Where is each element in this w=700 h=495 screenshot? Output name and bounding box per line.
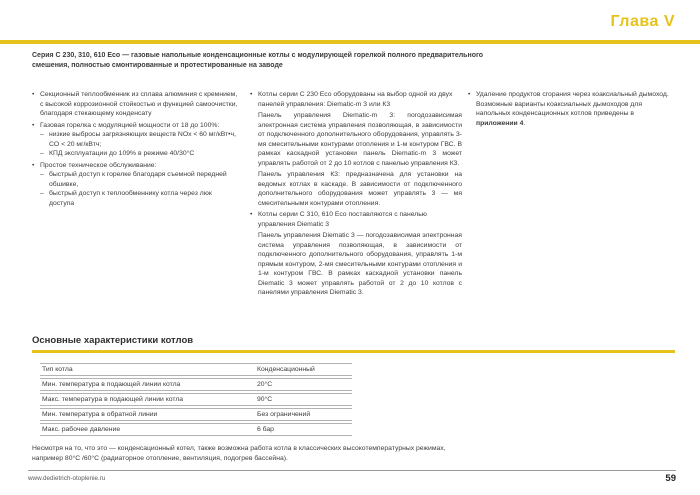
- features-column-2: [250, 90, 462, 298]
- spec-label: Макс. рабочее давление: [42, 426, 121, 433]
- chapter-label: Глава V: [610, 13, 675, 30]
- spec-value: Без ограничений: [257, 411, 311, 418]
- feature-paragraph: Панель управления К3: предназначена для установки на ведомых котлах в каскаде. В зависимости от подключенного дополнительного оборудования может управлять 3 — мя смесительными контурами отопления.: [258, 171, 462, 207]
- website-url: www.dedietrich-otoplenie.ru: [28, 475, 106, 482]
- bottom-note: Несмотря на то, что это — конденсационный котел, также возможна работа котла в классических высокотемпературных режимах, например 80°C /60°C (радиаторное отопление, вентиляция, подогрев бассейна).: [32, 445, 446, 462]
- feature-text: КПД эксплуатации до 109% в режиме 40/30°C: [49, 150, 195, 157]
- feature-item: [468, 90, 674, 128]
- feature-text: Простое техническое обслуживание:: [40, 161, 157, 169]
- feature-item: [250, 210, 462, 229]
- feature-text: Удаление продуктов сгорания через коаксиальный дымоход. Возможные варианты коаксиальных дымоходов для напольных конденсационных котлов приведены в: [476, 91, 669, 117]
- feature-text: Котлы серии C 310, 610 Eco поставляются с панелью управления Diematic 3: [258, 211, 427, 228]
- spec-value: 20°C: [257, 381, 273, 388]
- boiler-specs-table: [40, 363, 352, 438]
- feature-item: [32, 161, 238, 171]
- feature-item: [32, 121, 238, 131]
- table-row: [40, 423, 352, 436]
- features-column-3: [468, 90, 674, 128]
- feature-text: быстрый доступ к теплообменнику котла через люк доступа: [49, 190, 212, 207]
- table-row: [40, 408, 352, 421]
- feature-item: [250, 90, 462, 109]
- table-row: [40, 378, 352, 391]
- feature-subitem: [32, 170, 238, 189]
- feature-text: Котлы серии C 230 Eco оборудованы на выбор одной из двух панелей управления: Diematic-m 3 или К3: [258, 91, 453, 108]
- table-row: [40, 363, 352, 376]
- feature-text: Газовая горелка с модуляцией мощности от 18 до 100%:: [40, 121, 220, 129]
- spec-value: 6 бар: [257, 426, 274, 433]
- top-accent-bar: [0, 40, 700, 44]
- spec-label: Мин. температура в обратной линии: [42, 411, 158, 418]
- feature-subitem: [32, 149, 238, 159]
- feature-text: .: [523, 119, 526, 127]
- feature-item: [32, 90, 238, 119]
- feature-subitem: [32, 130, 238, 149]
- feature-subitem: [32, 189, 238, 208]
- section-title: Основные характеристики котлов: [32, 335, 194, 346]
- feature-paragraph: Панель управления Diematic-m 3: погодозависимая электронная система управления позволяющая, в зависимости от подключенного дополнительного оборудования, управлять 3-мя смесительными контурами отопления и 1-м контуром ГВС. В рамках каскадной установки панель Diematic-m 3 может управлять работой от 2 до 10 котлов с панелью управления К3.: [258, 112, 462, 167]
- series-title: Серия C 230, 310, 610 Eco — газовые напольные конденсационные котлы с модулирующей горелкой полного предварительного смешения, полностью смонтированные и протестированные на заводе: [32, 52, 484, 69]
- spec-label: Макс. температура в подающей линии котла: [42, 396, 184, 403]
- page-number: 59: [665, 473, 676, 484]
- features-column-1: [32, 90, 238, 208]
- feature-text: низкие выбросы загрязняющих веществ NOx < 60 мг/кВт•ч, CO < 20 мг/кВтч;: [49, 131, 236, 148]
- spec-label: Тип котла: [42, 366, 73, 373]
- spec-label: Мин. температура в подающей линии котла: [42, 381, 181, 388]
- spec-value: 90°C: [257, 396, 273, 403]
- feature-paragraph: Панель управления Diematic 3 — погодозависимая электронная система управления позволяющая, в зависимости от подключенного дополнительного оборудования, управлять 1-м прямым контуром, 2-мя смесительными контурами отопления и 1-м контуром ГВС. В рамках каскадной установки панель Diematic 3 может управлять работой от 2 до 10 котлов с панелями управления Diematic 3.: [258, 232, 462, 296]
- table-row: [40, 393, 352, 406]
- feature-text: быстрый доступ к горелке благодаря съемной передней обшивке,: [49, 171, 227, 188]
- spec-value: Конденсационный: [257, 366, 315, 373]
- footer-divider: [28, 470, 676, 471]
- section-accent-bar: [32, 350, 675, 353]
- feature-text: Секционный теплообменник из сплава алюминия с кремнием, с высокой коррозионной стойкостью и функцией самоочистки, благодаря стекающему конденсату: [40, 91, 238, 117]
- appendix-reference: приложении 4: [476, 119, 524, 127]
